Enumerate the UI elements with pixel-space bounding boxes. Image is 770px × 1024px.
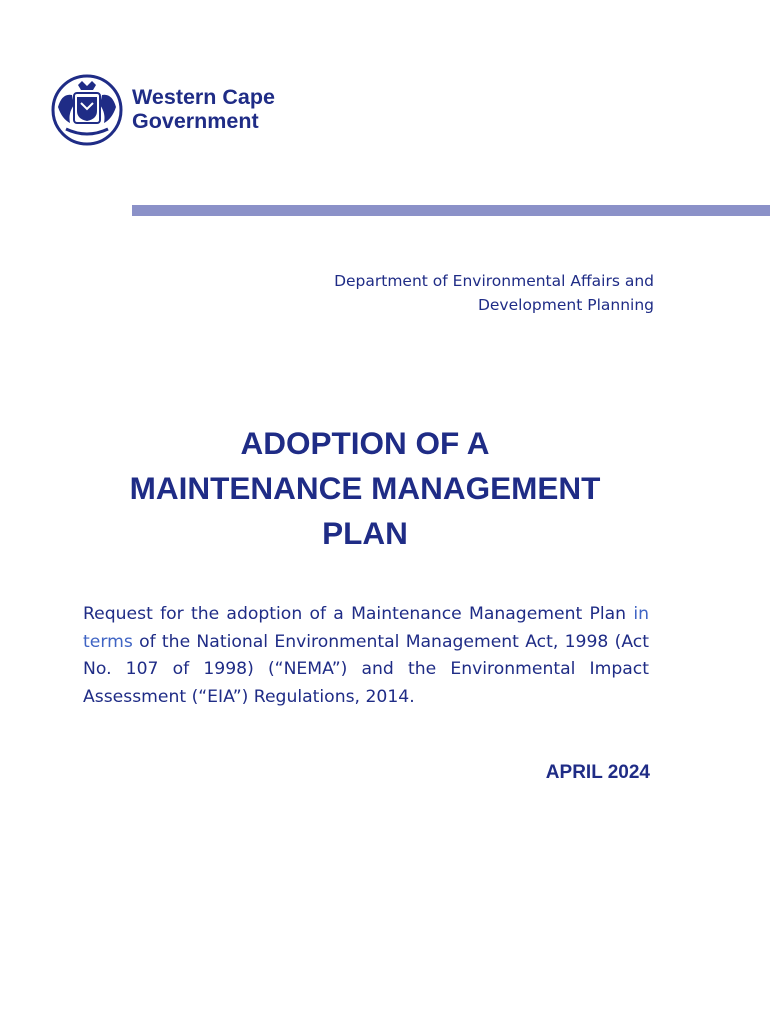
logo-text [132, 85, 275, 133]
document-title [66, 421, 664, 556]
description-part-2: of the National Environmental Management Act, 1998 (Act No. 107 of 1998) (“NEMA”) and the Environmental Impact Assessment (“EIA”) Regulations, 2014. [83, 631, 649, 707]
description-highlight: in terms [83, 604, 649, 652]
document-date: APRIL 2024 [545, 762, 650, 783]
department-line-2: Development Planning [477, 296, 654, 314]
coat-of-arms-icon [50, 73, 124, 147]
logo [50, 73, 310, 147]
logo-line-2: Government [132, 109, 259, 133]
document-description [83, 601, 649, 711]
department-line-1: Department of Environmental Affairs and [334, 272, 654, 290]
logo-line-1: Western Cape [132, 85, 275, 109]
header-divider [132, 205, 770, 216]
department-name [334, 269, 654, 317]
description-part-1: Request for the adoption of a Maintenance Management Plan [83, 604, 627, 624]
title-line-2: MAINTENANCE MANAGEMENT [129, 470, 601, 506]
title-line-1: ADOPTION OF A [240, 425, 490, 461]
title-line-3: PLAN [322, 515, 408, 551]
